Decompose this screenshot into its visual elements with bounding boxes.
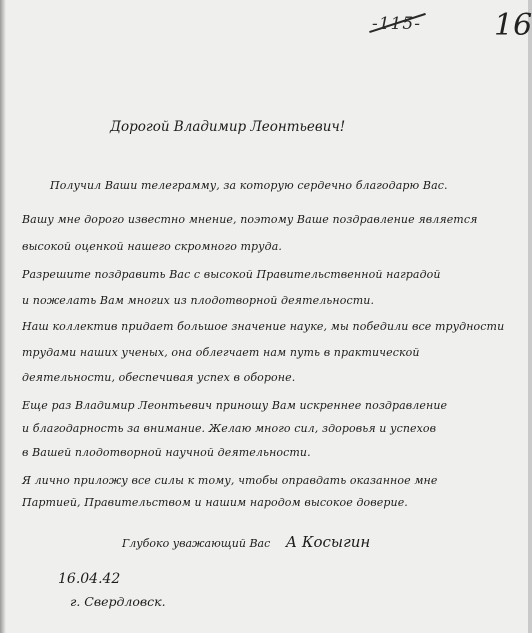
signature: А Косыгин (285, 533, 371, 551)
letter-line: Партией, Правительством и нашим народом высокое доверие. (22, 496, 408, 509)
letter-line: Я лично приложу все силы к тому, чтобы оправдать оказанное мне (22, 474, 438, 487)
letter-line: высокой оценкой нашего скромного труда. (22, 240, 282, 253)
scan-edge-shadow (0, 0, 6, 633)
letter-date: 16.04.42 (58, 571, 121, 587)
letter-line: Получил Ваши телеграмму, за которую сердечно благодарю Вас. (50, 179, 448, 192)
letter-line: в Вашей плодотворной научной деятельности. (22, 446, 311, 459)
letter-line: Наш коллектив придает большое значение науке, мы победили все трудности (22, 320, 505, 333)
letter-line: и пожелать Вам многих из плодотворной деятельности. (22, 294, 375, 307)
letter-line: Еще раз Владимир Леонтьевич приношу Вам искреннее поздравление (22, 399, 448, 412)
salutation: Дорогой Владимир Леонтьевич! (110, 119, 346, 135)
closing-phrase: Глубоко уважающий Вас (122, 537, 271, 550)
letter-line: Вашу мне дорого известно мнение, поэтому Ваше поздравление является (22, 213, 478, 226)
archive-mark (372, 14, 421, 34)
letter-line: и благодарность за внимание. Желаю много сил, здоровья и успехов (22, 422, 437, 435)
letter-line: трудами наших ученых, она облегчает нам путь в практической (22, 346, 420, 359)
archive-mark-text: -115- (372, 14, 421, 34)
letter-place: г. Свердловск. (70, 594, 166, 609)
letter-line: Разрешите поздравить Вас с высокой Правительственной наградой (22, 268, 441, 281)
letter-line: деятельности, обеспечивая успех в обороне. (22, 371, 296, 384)
closing-block (122, 533, 370, 551)
page-number: 16 (494, 8, 532, 43)
